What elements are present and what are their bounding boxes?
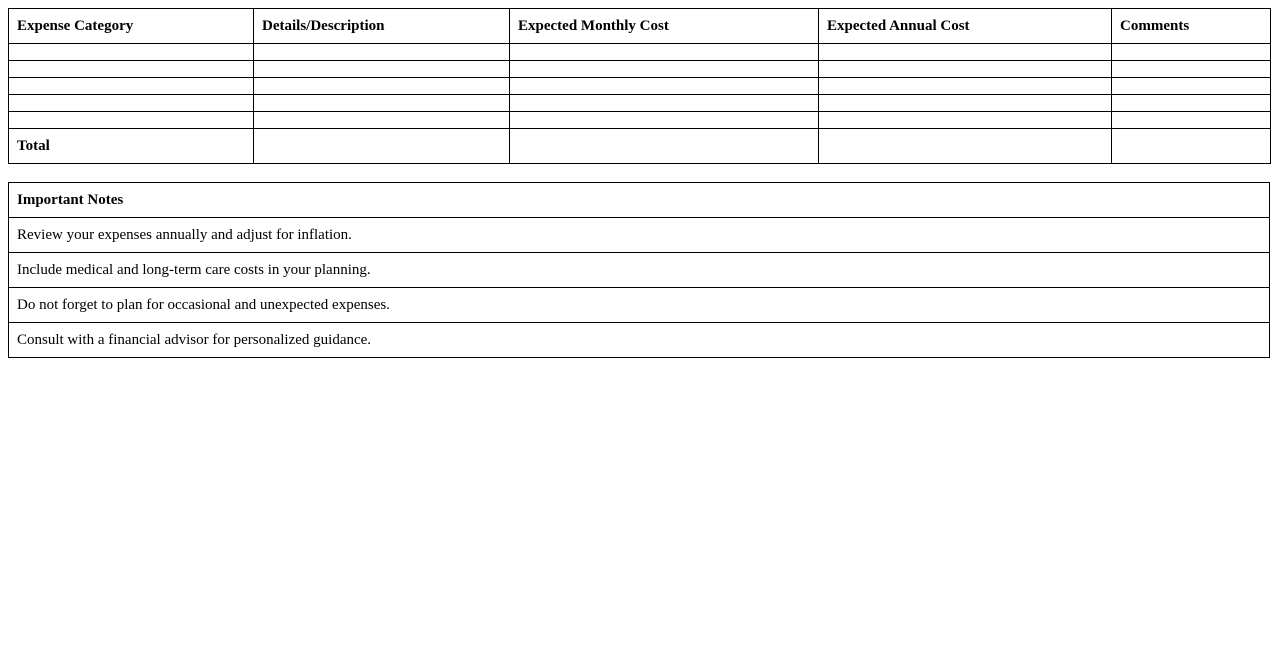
annual-cost-cell[interactable] — [819, 78, 1112, 95]
notes-table — [8, 182, 1270, 358]
note-row — [9, 253, 1270, 288]
expense-table — [8, 8, 1271, 164]
monthly-cost-cell[interactable] — [510, 61, 819, 78]
comments-cell[interactable] — [1112, 78, 1271, 95]
annual-cost-cell[interactable] — [819, 61, 1112, 78]
monthly-cost-cell[interactable] — [510, 95, 819, 112]
notes-header-row — [9, 183, 1270, 218]
annual-cost-cell[interactable] — [819, 44, 1112, 61]
total-comments-cell[interactable] — [1112, 129, 1271, 164]
header-comments: Comments — [1112, 9, 1271, 44]
details-cell[interactable] — [254, 112, 510, 129]
header-expected-annual-cost: Expected Annual Cost — [819, 9, 1112, 44]
comments-cell[interactable] — [1112, 61, 1271, 78]
expense-header-row — [9, 9, 1271, 44]
details-cell[interactable] — [254, 78, 510, 95]
monthly-cost-cell[interactable] — [510, 112, 819, 129]
comments-cell[interactable] — [1112, 112, 1271, 129]
table-row — [9, 61, 1271, 78]
details-cell[interactable] — [254, 61, 510, 78]
total-label: Total — [9, 129, 254, 164]
table-row — [9, 95, 1271, 112]
expense-category-cell[interactable] — [9, 61, 254, 78]
note-row — [9, 288, 1270, 323]
header-details-description: Details/Description — [254, 9, 510, 44]
details-cell[interactable] — [254, 95, 510, 112]
header-expected-monthly-cost: Expected Monthly Cost — [510, 9, 819, 44]
comments-cell[interactable] — [1112, 95, 1271, 112]
note-item: Review your expenses annually and adjust for inflation. — [9, 218, 1270, 253]
total-monthly-cost-cell[interactable] — [510, 129, 819, 164]
header-expense-category: Expense Category — [9, 9, 254, 44]
note-row — [9, 323, 1270, 358]
notes-title: Important Notes — [9, 183, 1270, 218]
annual-cost-cell[interactable] — [819, 112, 1112, 129]
total-row — [9, 129, 1271, 164]
expense-category-cell[interactable] — [9, 78, 254, 95]
monthly-cost-cell[interactable] — [510, 44, 819, 61]
monthly-cost-cell[interactable] — [510, 78, 819, 95]
table-row — [9, 78, 1271, 95]
expense-category-cell[interactable] — [9, 112, 254, 129]
expense-category-cell[interactable] — [9, 44, 254, 61]
note-item: Do not forget to plan for occasional and unexpected expenses. — [9, 288, 1270, 323]
note-row — [9, 218, 1270, 253]
total-details-cell[interactable] — [254, 129, 510, 164]
annual-cost-cell[interactable] — [819, 95, 1112, 112]
total-annual-cost-cell[interactable] — [819, 129, 1112, 164]
table-row — [9, 112, 1271, 129]
note-item: Include medical and long-term care costs in your planning. — [9, 253, 1270, 288]
table-row — [9, 44, 1271, 61]
expense-category-cell[interactable] — [9, 95, 254, 112]
note-item: Consult with a financial advisor for personalized guidance. — [9, 323, 1270, 358]
details-cell[interactable] — [254, 44, 510, 61]
comments-cell[interactable] — [1112, 44, 1271, 61]
